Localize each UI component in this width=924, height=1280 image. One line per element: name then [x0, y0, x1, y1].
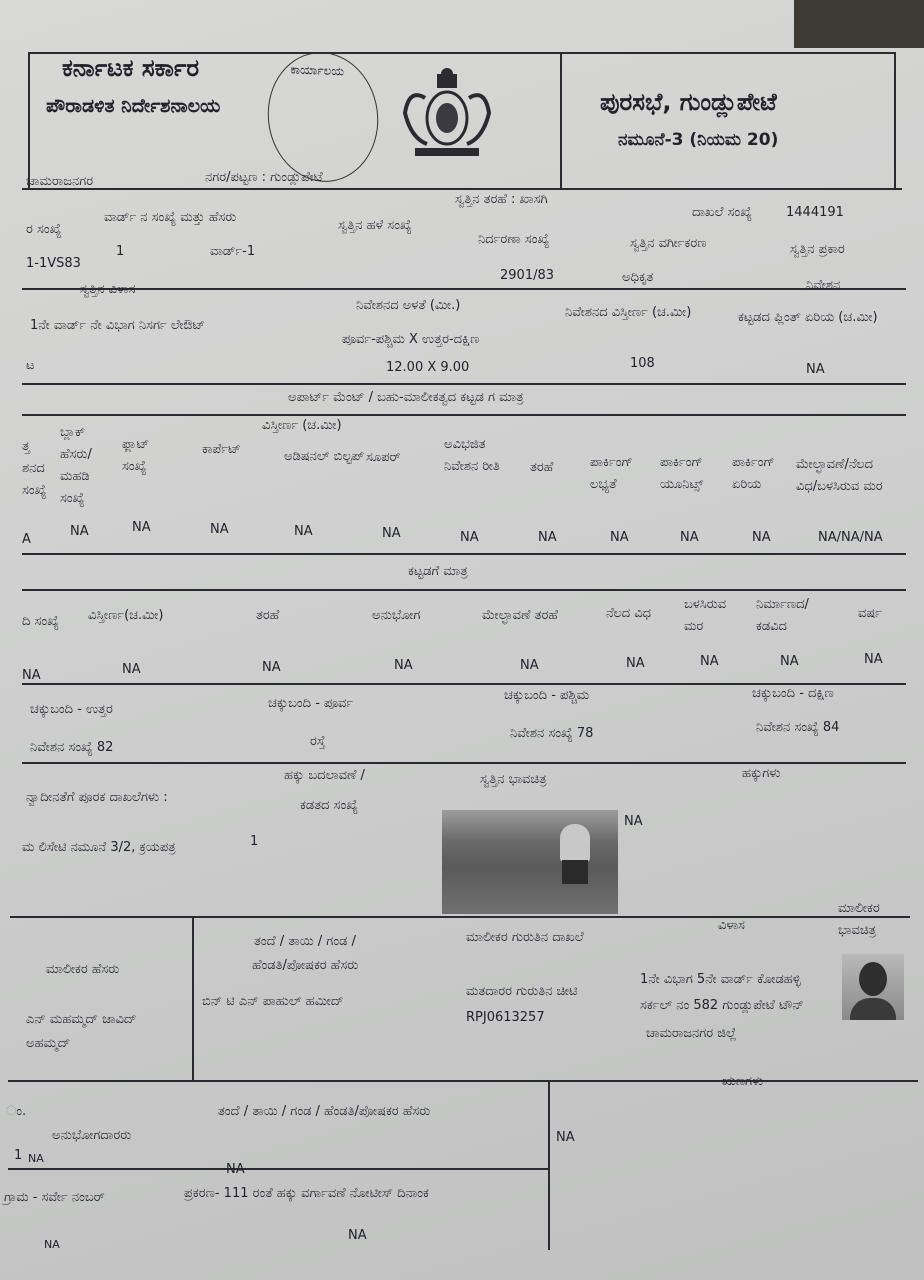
bld-value: NA — [22, 668, 41, 683]
apt-value: NA — [210, 522, 229, 537]
file-no-label: ಕಡತದ ಸಂಖ್ಯೆ — [300, 798, 358, 813]
col-label: ರ ಸಂಖ್ಯೆ — [26, 222, 62, 237]
rule — [894, 52, 896, 188]
apt-col: ಅಡಿಷನಲ್ ಬಿಲ್ಟಪ್ — [284, 449, 365, 464]
boundary-north: ನಿವೇಶನ ಸಂಖ್ಯೆ 82 — [30, 740, 114, 755]
boundary-north-label: ಚಕ್ಕುಬಂದಿ - ಉತ್ತರ — [30, 702, 113, 717]
col-label: ವಾರ್ಡ್ ನ ಸಂಖ್ಯೆ ಮತ್ತು ಹೆಸರು — [104, 210, 237, 225]
apt-col: ಪಾರ್ಕಿಂಗ್ ಯೂನಿಟ್ಸ್ — [660, 455, 704, 492]
owner-address-line: 1ನೇ ವಿಭಾಗ 5ನೇ ವಾರ್ಡ್ ಕೋಡಹಳ್ಳಿ — [640, 972, 801, 987]
apt-value: NA — [70, 524, 89, 539]
apt-value: NA/NA/NA — [818, 530, 883, 545]
rule — [22, 414, 906, 416]
apt-value: NA — [680, 530, 699, 545]
owner-id-label: ಮಾಲೀಕರ ಗುರುತಿನ ದಾಖಲೆ — [466, 930, 584, 945]
apt-col: ಫ್ಲಾಟ್ ಸಂಖ್ಯೆ — [122, 437, 150, 474]
occupant-name: NA — [28, 1152, 44, 1165]
apt-col: ಪಾರ್ಕಿಂಗ್ ಲಭ್ಯತೆ — [590, 455, 633, 492]
owner-address-label: ವಿಳಾಸ — [718, 918, 745, 933]
owner-photo — [842, 954, 904, 1020]
rule — [28, 52, 30, 188]
ward-no: 1 — [116, 244, 125, 259]
owner-address-line: ಸರ್ಕಲ್ ನಂ 582 ಗುಂಡ್ಲುಪೇಟೆ ಟೌನ್ — [640, 998, 804, 1013]
apt-value: NA — [610, 530, 629, 545]
apt-value: NA — [132, 520, 151, 535]
apartment-area-group: ವಿಸ್ತೀರ್ಣ (ಚ.ಮೀ) — [262, 418, 342, 433]
gov-title: ಕರ್ನಾಟಕ ಸರ್ಕಾರ — [62, 54, 200, 82]
bld-col: ವಿಸ್ತೀರ್ಣ(ಚ.ಮೀ) — [88, 608, 164, 623]
owner-relation-label-2: ಹೆಂಡತಿ/ಪೋಷಕರ ಹೆಸರು — [252, 958, 359, 973]
notice-date: NA — [348, 1228, 367, 1243]
owner-relation: ಬಿನ್ ಟಿ ಎನ್ ಪಾಹುಲ್ ಹಮೀದ್ — [202, 994, 344, 1009]
rule — [22, 553, 906, 555]
plinth-area: NA — [806, 362, 825, 377]
col-label: ಸ್ವತ್ತಿನ ಪ್ರಕಾರ — [790, 242, 845, 257]
ward-name: ವಾರ್ಡ್-1 — [210, 244, 256, 259]
apt-col: ಪಾರ್ಕಿಂಗ್ ಏರಿಯ — [732, 455, 775, 492]
liabilities-label: ಋಣಗಳು — [722, 1074, 764, 1089]
liabilities: NA — [556, 1130, 575, 1145]
occupant-label: ಅನುಭೋಗದಾರರು — [52, 1128, 132, 1143]
occupant-relation-label: ತಂದೆ / ತಾಯಿ / ಗಂಡ / ಹೆಂಡತಿ/ಪೋಷಕರ ಹೆಸರು — [218, 1104, 431, 1119]
site-area: 108 — [630, 356, 655, 371]
rule — [560, 52, 562, 188]
boundary-east-label: ಚಕ್ಕುಬಂದಿ - ಪೂರ್ವ — [268, 696, 354, 711]
district: ಚಾಮರಾಜನಗರ — [26, 174, 94, 189]
bld-col: ದಿ ಸಂಖ್ಯೆ — [22, 614, 59, 629]
supporting-docs-label: ನ್ವಾದೀನತೆಗೆ ಪೂರಕ ದಾಖಲೆಗಳು : — [26, 790, 168, 805]
rule — [22, 188, 902, 190]
rights-label: ಹಕ್ಕುಗಳು — [742, 766, 781, 781]
area-label: ನಿವೇಶನದ ವಿಸ್ತೀರ್ಣ (ಚ.ಮೀ) — [565, 305, 692, 320]
apt-value: NA — [752, 530, 771, 545]
background-corner — [794, 0, 924, 48]
supporting-doc: ಮ ಲಿಸೇಟಿ ನಮೂನೆ 3/2, ಕ್ರಯಪತ್ರ — [22, 840, 176, 855]
occupant-relation: NA — [226, 1162, 245, 1177]
property-type: ಸ್ವತ್ತಿನ ತರಹೆ : ಖಾಸಗಿ — [455, 192, 548, 207]
rule — [8, 1080, 918, 1082]
bld-col: ಬಳಸಿರುವ ಮರ — [684, 597, 727, 634]
owner-name-label: ಮಾಲೀಕರ ಹೆಸರು — [46, 962, 120, 977]
rule — [10, 916, 910, 918]
boundary-east: ರಸ್ತೆ — [310, 734, 326, 749]
bld-value: NA — [700, 654, 719, 669]
owner-name: ಎನ್ ಮಹಮ್ಮದ್ ಜಾವಿದ್ — [26, 1012, 137, 1027]
property-photo — [442, 810, 618, 914]
property-address: 1ನೇ ವಾರ್ಡ್ ನೇ ವಿಭಾಗ ನಿಸರ್ಗ ಲೇಔಟ್ — [30, 318, 206, 333]
apt-col: ಕಾರ್ಪೆಟ್ — [202, 442, 241, 457]
bld-col: ತರಹೆ — [256, 608, 280, 623]
col-label: ಸ್ವತ್ತಿನ ವರ್ಗೀಕರಣ — [630, 236, 707, 251]
apt-col: ತರಹೆ — [530, 460, 554, 475]
apartment-title: ಅಪಾರ್ಟ್ ಮೆಂಟ್ / ಬಹು-ಮಾಲೀಕತ್ವದ ಕಟ್ಟಡ ಗ ಮಾತ್ರ — [288, 390, 524, 405]
bld-col: ವರ್ಷ — [858, 606, 882, 621]
classification: ಅಧಿಕೃತ — [622, 270, 654, 285]
survey-no: NA — [44, 1238, 60, 1251]
address-tail: ಟ — [26, 358, 35, 373]
notice-label: ಪ್ರಕರಣ- 111 ರಂತೆ ಹಕ್ಕು ವರ್ಗಾವಣೆ ನೋಟೀಸ್ ದಿನಾಂಕ — [184, 1186, 429, 1201]
boundary-south-label: ಚಕ್ಕುಬಂದಿ - ದಕ್ಷಿಣ — [752, 686, 834, 701]
rule — [22, 683, 906, 685]
apt-value: NA — [294, 524, 313, 539]
form-title: ನಮೂನೆ-3 (ನಿಯಮ 20) — [618, 130, 779, 150]
rule — [22, 288, 906, 290]
photo-label: ಸ್ವತ್ತಿನ ಭಾವಚಿತ್ರ — [480, 772, 547, 787]
bld-value: NA — [262, 660, 281, 675]
col-label: ಸ್ವತ್ತಿನ ಹಳೆ ಸಂಖ್ಯೆ — [338, 218, 412, 233]
directorate-title: ಪೌರಾಡಳಿತ ನಿರ್ದೇಶನಾಲಯ — [46, 95, 221, 117]
bld-col: ಅನುಭೋಗ — [372, 608, 421, 623]
entry-no: 1444191 — [786, 205, 844, 220]
boundary-west: ನಿವೇಶನ ಸಂಖ್ಯೆ 78 — [510, 726, 594, 741]
city-town: ನಗರ/ಪಟ್ಟಣ : ಗುಂಡ್ಲುಪೇಟೆ — [205, 170, 323, 185]
bld-col: ನಿರ್ಮಾಣದ/ ಕಡವಿದ — [756, 597, 809, 634]
bld-value: NA — [626, 656, 645, 671]
boundary-west-label: ಚಕ್ಕುಬಂದಿ - ಪಶ್ಚಿಮ — [504, 688, 590, 703]
owner-id-type: ಮತದಾರರ ಗುರುತಿನ ಚೀಟಿ — [466, 984, 578, 999]
apt-value: NA — [538, 530, 557, 545]
apt-value: A — [22, 532, 31, 547]
transfer-label: ಹಕ್ಕು ಬದಲಾವಣೆ / — [284, 768, 365, 783]
apt-col: ಅವಿಭಜಿತ ನಿವೇಶನ ರೀತಿ — [444, 437, 500, 474]
seal-text: ಕಾರ್ಯಾಲಯ — [290, 62, 345, 79]
assessment-no: 2901/83 — [500, 268, 555, 283]
occupant-no-label: ಂ. — [6, 1104, 27, 1119]
apt-col: ಮೇಲ್ಛಾವಣೆ/ನೆಲದ ವಿಧ/ಬಳಸಿರುವ ಮರ — [796, 457, 883, 494]
property-kind: ನಿವೇಶನ — [806, 278, 841, 293]
rule — [548, 1080, 550, 1250]
bld-value: NA — [394, 658, 413, 673]
apt-col: ಬ್ಲಾಕ್ ಹೆಸರು/ ಮಹಡಿ ಸಂಖ್ಯೆ — [60, 425, 92, 506]
owner-relation-label: ತಂದೆ / ತಾಯಿ / ಗಂಡ / — [254, 934, 356, 949]
state-emblem-icon — [395, 68, 500, 160]
pid: 1-1VS83 — [26, 256, 81, 271]
apt-col: ತ್ತ ಶನದ ಸಂಖ್ಯೆ — [22, 439, 47, 498]
building-title: ಕಟ್ಟಡಗೆ ಮಾತ್ರ — [408, 564, 468, 579]
bld-value: NA — [520, 658, 539, 673]
occupant-no: 1 — [14, 1148, 23, 1163]
municipality-title: ಪುರಸಭೆ, ಗುಂಡ್ಲುಪೇಟೆ — [600, 88, 777, 116]
bld-value: NA — [122, 662, 141, 677]
site-dimensions: 12.00 X 9.00 — [386, 360, 470, 375]
bld-col: ಮೇಲ್ಛಾವಣೆ ತರಹೆ — [482, 608, 558, 623]
dim-sub-label: ಪೂರ್ವ-ಪಶ್ಚಿಮ X ಉತ್ತರ-ದಕ್ಷಿಣ — [342, 332, 480, 347]
owner-address-line: ಚಾಮರಾಜನಗರ ಜಿಲ್ಲೆ — [646, 1026, 737, 1041]
survey-label: ಗ್ರಾಮ - ಸರ್ವೇ ನಂಬರ್ — [4, 1190, 105, 1205]
col-label: ನಿರ್ದರಣಾ ಸಂಖ್ಯೆ — [478, 232, 550, 247]
dim-label: ನಿವೇಶನದ ಅಳತೆ (ಮೀ.) — [356, 298, 461, 313]
rule — [8, 1168, 548, 1170]
file-no: 1 — [250, 834, 259, 849]
office-seal — [259, 45, 386, 189]
rule — [22, 383, 906, 385]
boundary-south: ನಿವೇಶನ ಸಂಖ್ಯೆ 84 — [756, 720, 840, 735]
rule — [22, 589, 906, 591]
entry-no-label: ದಾಖಲೆ ಸಂಖ್ಯೆ — [692, 205, 752, 220]
owner-photo-label: ಮಾಲೀಕರ ಭಾವಚಿತ್ರ — [838, 901, 880, 938]
plinth-label: ಕಟ್ಟಡದ ಪ್ಲಿಂತ್ ಏರಿಯ (ಚ.ಮೀ) — [738, 310, 878, 325]
rule — [192, 916, 194, 1080]
bld-value: NA — [780, 654, 799, 669]
bld-col: ನೆಲದ ವಿಧ — [606, 606, 652, 621]
rights-value: NA — [624, 814, 643, 829]
apt-col: ಸೂಪರ್ — [366, 450, 401, 465]
apt-value: NA — [460, 530, 479, 545]
bld-value: NA — [864, 652, 883, 667]
owner-name-line2: ಅಹಮ್ಮದ್ — [26, 1036, 71, 1051]
address-label: ಸ್ವತ್ತಿನ ವಿಳಾಸ — [80, 282, 136, 297]
rule — [22, 762, 906, 764]
owner-id-no: RPJ0613257 — [466, 1010, 545, 1025]
apt-value: NA — [382, 526, 401, 541]
